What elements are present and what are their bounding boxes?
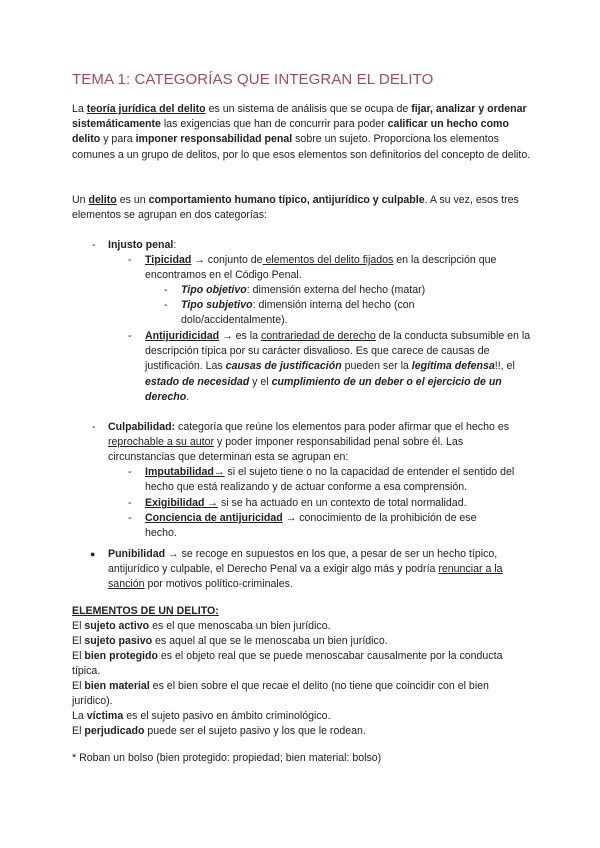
text: !!, el: [494, 360, 515, 373]
paragraph-teoria: [72, 102, 532, 163]
heading-text: ELEMENTOS DE UN DELITO:: [72, 605, 219, 617]
text: si el sujeto tiene o no la capacidad de entender el sentido del hecho que está realizando y de actuar conforme a esa comprensión.: [145, 466, 515, 494]
list-dash: -: [92, 421, 96, 433]
element-victima: [72, 709, 532, 724]
element-bien-protegido: [72, 649, 532, 679]
bold-text: calificar un hecho como delito: [72, 118, 509, 146]
item-exigibilidad: [145, 496, 530, 511]
text: El: [72, 725, 85, 737]
text: por motivos político-criminales.: [144, 578, 293, 591]
underlined-text: reprochable a su autor: [108, 436, 215, 449]
section-heading-elementos: [72, 604, 219, 619]
bold-text: sujeto pasivo: [84, 635, 153, 647]
text: : dimensión interna del hecho (con dolo/accidentalmente).: [181, 299, 415, 327]
item-injusto-penal: [108, 238, 176, 253]
text: si se ha actuado en un contexto de total normalidad.: [218, 497, 467, 509]
term-teoria-juridica: teoría jurídica del delito: [86, 103, 206, 115]
bold-text: Injusto penal: [108, 239, 174, 251]
item-punibilidad: [108, 547, 532, 593]
text: → se recoge en supuestos en los que, a pesar de ser un hecho típico, antijurídico y culpable, el Derecho Penal va a exigir algo más y podría: [108, 548, 498, 576]
text: → es la: [219, 330, 261, 342]
text: y poder imponer responsabilidad penal sobre él. Las circunstancias que determinan esta se agrupan en:: [108, 436, 464, 464]
list-bullet: ●: [90, 549, 96, 559]
bold-text: sujeto activo: [84, 620, 150, 632]
text: :: [173, 239, 177, 251]
text: . A su vez, esos tres elementos se agrupan en dos categorías:: [72, 194, 519, 222]
bold-italic-text: estado de necesidad: [145, 375, 250, 388]
text: pueden ser la: [341, 360, 412, 373]
bold-text: fijar, analizar y ordenar sistemáticamente: [72, 103, 527, 131]
element-sujeto-pasivo: [72, 634, 532, 649]
paragraph-delito: [72, 193, 532, 223]
list-dash: -: [92, 239, 96, 251]
item-tipo-subjetivo: [181, 298, 451, 328]
item-tipo-objetivo: [181, 283, 521, 298]
bold-italic-text: cumplimiento de un deber o el ejercicio de un derecho: [145, 375, 502, 403]
item-conciencia-antijuricidad: [145, 511, 505, 541]
text: La: [72, 710, 87, 722]
text: puede ser el sujeto pasivo y los que le rodean.: [144, 725, 366, 737]
list-dash: -: [164, 299, 168, 311]
list-dash: -: [128, 330, 132, 342]
item-culpabilidad: [108, 420, 530, 466]
term-conciencia-antijuricidad: Conciencia de antijuricidad: [145, 512, 283, 524]
text: y el: [249, 375, 272, 388]
bold-text: perjudicado: [84, 725, 145, 737]
item-imputabilidad: [145, 465, 530, 495]
bold-text: Punibilidad: [108, 548, 166, 560]
element-sujeto-activo: [72, 619, 532, 634]
text: → conocimiento de la prohibición de ese hecho.: [145, 512, 477, 540]
text: : dimensión externa del hecho (matar): [246, 284, 426, 296]
bold-italic-text: legítima defensa: [411, 360, 495, 373]
bold-text: comportamiento humano típico, antijurídico y culpable: [148, 194, 425, 206]
list-dash: -: [128, 254, 132, 266]
bold-italic-text: Tipo subjetivo: [181, 299, 253, 311]
text: .: [186, 390, 190, 403]
element-perjudicado: [72, 724, 532, 739]
text: sobre un sujeto. Proporciona los elementos comunes a un grupo de delitos, por lo que esos elementos son definitorios del concepto de delito.: [72, 133, 531, 161]
text: → conjunto de: [191, 254, 263, 266]
text: categoría que reúne los elementos para poder afirmar que el hecho es: [175, 421, 510, 433]
underlined-text: contrariedad de derecho: [260, 330, 376, 342]
text: es el sujeto pasivo en ámbito criminológico.: [123, 710, 331, 722]
text: es un sistema de análisis que se ocupa de: [205, 103, 412, 115]
text: es el que menoscaba un bien jurídico.: [149, 620, 331, 632]
text: las exigencias que han de concurrir para poder: [160, 118, 388, 131]
list-dash: -: [128, 466, 132, 478]
bold-text: víctima: [86, 710, 124, 722]
underlined-text: elementos del delito fijados: [262, 254, 394, 266]
text: El: [72, 650, 85, 662]
text: La: [72, 103, 87, 115]
text: es aquel al que se le menoscaba un bien jurídico.: [152, 635, 388, 647]
page-title: TEMA 1: CATEGORÍAS QUE INTEGRAN EL DELITO: [72, 71, 434, 88]
underlined-text: renunciar a la sanción: [108, 563, 503, 591]
bold-italic-text: Tipo objetivo: [181, 284, 247, 296]
bold-text: bien material: [84, 680, 150, 692]
text: en la descripción que encontramos en el Código Penal.: [145, 254, 497, 282]
text: El: [72, 680, 85, 692]
term-antijuridicidad: Antijuridicidad: [145, 330, 220, 342]
text: es el objeto real que se puede menoscabar causalmente por la conducta típica.: [72, 650, 503, 678]
text: El: [72, 620, 85, 632]
list-dash: -: [128, 497, 132, 509]
bold-text: Culpabilidad:: [108, 421, 176, 433]
list-dash: -: [128, 512, 132, 524]
list-dash: -: [164, 284, 168, 296]
bold-text: bien protegido: [84, 650, 158, 662]
text: es el bien sobre el que recae el delito (no tiene que coincidir con el bien jurídico).: [72, 680, 489, 708]
text: es un: [116, 194, 149, 206]
element-bien-material: [72, 679, 532, 709]
text: El: [72, 635, 85, 647]
item-antijuridicidad: [145, 329, 532, 405]
footnote: * Roban un bolso (bien protegido: propiedad; bien material: bolso): [72, 752, 382, 764]
text: de la conducta subsumible en la descripción típica por su carácter disvalioso. Es que carece de causas de justificación. Las: [145, 330, 531, 373]
term-delito: delito: [88, 194, 117, 206]
term-tipicidad: Tipicidad: [145, 254, 192, 266]
bold-italic-text: causas de justificación: [225, 360, 342, 373]
text: Un: [72, 194, 89, 206]
term-exigibilidad: Exigibilidad →: [145, 497, 218, 509]
term-imputabilidad: Imputabilidad→: [145, 466, 225, 478]
bold-text: imponer responsabilidad penal: [135, 133, 293, 146]
item-tipicidad: [145, 253, 530, 283]
text: y para: [100, 133, 136, 146]
